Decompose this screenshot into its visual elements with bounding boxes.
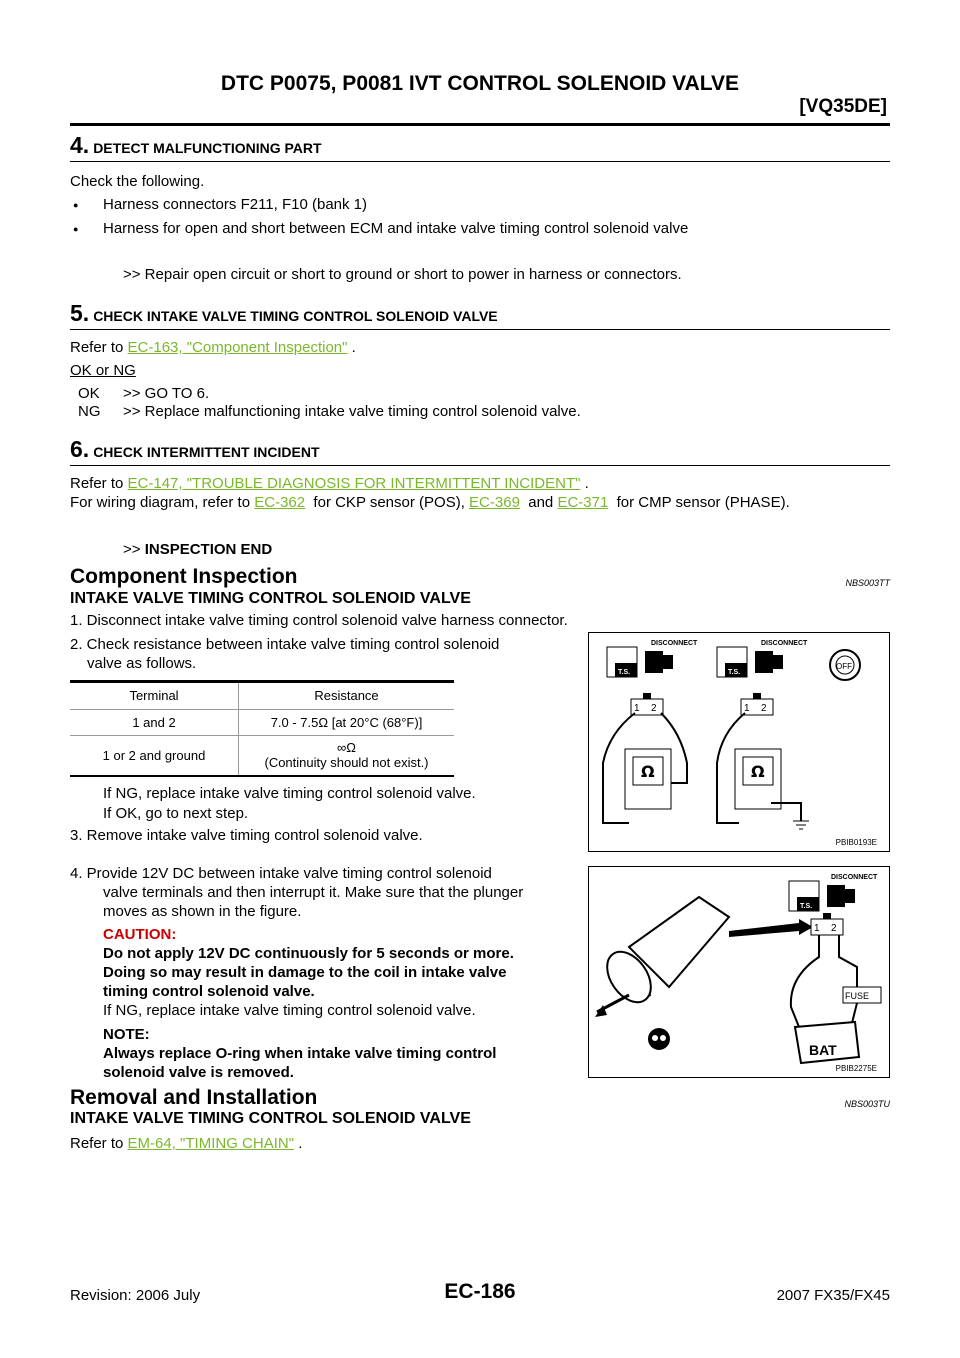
ng-replace-line: If NG, replace intake valve timing control solenoid valve. <box>103 785 476 802</box>
step-6-result-prefix: >> <box>123 541 145 558</box>
ec-369-link[interactable]: EC-369 <box>469 494 520 511</box>
removal-ref-code: NBS003TU <box>844 1099 890 1109</box>
ground-symbol <box>793 821 809 829</box>
battery-label: BAT <box>809 1042 837 1058</box>
ok-label: OK <box>78 385 100 402</box>
fuse <box>843 987 881 1003</box>
note-heading: NOTE: <box>103 1026 150 1043</box>
step-5-refer <box>70 338 356 357</box>
step-6-number: 6. <box>70 436 90 462</box>
step-4-rule <box>70 161 890 162</box>
caution-line-2: Doing so may result in damage to the coil in intake valve <box>103 964 507 981</box>
ts-label: T.S. <box>618 669 631 676</box>
step-6-refer <box>70 474 589 493</box>
eye-icon <box>648 1028 670 1050</box>
step-6-heading <box>70 436 320 463</box>
figure-1-code: PBIB0193E <box>835 838 877 847</box>
ok-result: >> GO TO 6. <box>123 385 210 402</box>
step-4-number: 4. <box>70 132 90 158</box>
pin-1-label: 1 <box>744 703 750 714</box>
pin-2-label: 2 <box>651 703 657 714</box>
figure-plunger-check <box>588 866 890 1078</box>
component-inspection-subheading: INTAKE VALVE TIMING CONTROL SOLENOID VALVE <box>70 590 471 607</box>
ignition-off-icon <box>830 650 860 680</box>
ec-362-link[interactable]: EC-362 <box>254 494 306 511</box>
connector-icon <box>827 874 878 907</box>
timing-chain-link[interactable]: EM-64, "TIMING CHAIN" <box>127 1135 295 1152</box>
step-4-heading <box>70 132 322 159</box>
pin-2-label: 2 <box>761 703 767 714</box>
vehicle-model: 2007 FX35/FX45 <box>776 1287 890 1304</box>
disconnect-label: DISCONNECT <box>831 874 878 881</box>
inspection-end: INSPECTION END <box>144 541 273 558</box>
removal-refer-suffix: . <box>294 1135 303 1152</box>
component-inspection-link[interactable]: EC-163, "Component Inspection" <box>127 339 348 356</box>
engine-code: [VQ35DE] <box>799 96 887 117</box>
ec-371-link[interactable]: EC-371 <box>557 494 609 511</box>
caution-ng-line: If NG, replace intake valve timing control solenoid valve. <box>103 1002 476 1019</box>
wiring-diagram-line <box>70 493 790 512</box>
disconnect-label: DISCONNECT <box>761 640 808 647</box>
wiring-mid-2: and <box>519 494 558 511</box>
figure-2-code: PBIB2275E <box>835 1064 877 1073</box>
note-line-1: Always replace O-ring when intake valve timing control <box>103 1045 497 1062</box>
table-header-terminal: Terminal <box>70 683 239 709</box>
wiring-prefix: For wiring diagram, refer to <box>70 494 255 511</box>
ng-label: NG <box>78 403 101 420</box>
ok-or-ng-label: OK or NG <box>70 362 136 379</box>
connector-icon <box>755 640 808 673</box>
wiring-mid-1: for CKP sensor (POS), <box>305 494 470 511</box>
step-5-number: 5. <box>70 300 90 326</box>
table-header-resistance: Resistance <box>314 688 379 704</box>
ohm-symbol: Ω <box>751 762 765 781</box>
pin-2-label: 2 <box>831 923 837 934</box>
resistance-table <box>70 680 454 777</box>
step-5-heading <box>70 300 498 327</box>
ts-label: T.S. <box>800 903 813 910</box>
step-5-title: CHECK INTAKE VALVE TIMING CONTROL SOLENOID VALVE <box>93 308 498 324</box>
inspection-item-4b: valve terminals and then interrupt it. Make sure that the plunger <box>103 884 524 901</box>
table-cell-terminal: 1 and 2 <box>70 709 239 735</box>
resistance-check-diagram <box>589 633 889 851</box>
inspection-item-1: 1. Disconnect intake valve timing control solenoid valve harness connector. <box>70 612 568 629</box>
ts-icon <box>717 647 747 677</box>
note-line-2: solenoid valve is removed. <box>103 1064 294 1081</box>
removal-subheading: INTAKE VALVE TIMING CONTROL SOLENOID VALVE <box>70 1110 471 1127</box>
pin-1-label: 1 <box>634 703 640 714</box>
step-6-rule <box>70 465 890 466</box>
caution-heading: CAUTION: <box>103 926 177 943</box>
solenoid-valve <box>598 897 729 1010</box>
step-5-refer-prefix: Refer to <box>70 339 128 356</box>
removal-refer <box>70 1134 302 1153</box>
page-number: EC-186 <box>444 1280 516 1303</box>
connector-1-2 <box>741 693 773 715</box>
ts-icon <box>789 881 819 911</box>
inspection-item-4c: moves as shown in the figure. <box>103 903 302 920</box>
revision-date: Revision: 2006 July <box>70 1287 201 1304</box>
ng-result: >> Replace malfunctioning intake valve timing control solenoid valve. <box>123 403 581 420</box>
inspection-item-2a: 2. Check resistance between intake valve timing control solenoid <box>70 636 500 653</box>
connector-icon <box>645 640 698 673</box>
connector-1-2 <box>811 913 843 935</box>
table-cell-terminal: 1 or 2 and ground <box>70 735 239 775</box>
page-title: DTC P0075, P0081 IVT CONTROL SOLENOID VALVE <box>220 72 740 95</box>
step-5-refer-suffix: . <box>347 339 356 356</box>
removal-refer-prefix: Refer to <box>70 1135 128 1152</box>
battery <box>795 1022 859 1063</box>
caution-line-3: timing control solenoid valve. <box>103 983 315 1000</box>
step-6-title: CHECK INTERMITTENT INCIDENT <box>93 444 320 460</box>
step-5-rule <box>70 329 890 330</box>
component-inspection-heading: Component Inspection <box>70 565 298 588</box>
step-4-intro: Check the following. <box>70 173 205 190</box>
table-cell-continuity-note: (Continuity should not exist.) <box>264 755 429 771</box>
header-rule <box>70 123 890 126</box>
caution-line-1: Do not apply 12V DC continuously for 5 seconds or more. <box>103 945 514 962</box>
intermittent-incident-link[interactable]: EC-147, "TROUBLE DIAGNOSIS FOR INTERMITTENT INCIDENT" <box>127 475 581 492</box>
wiring-suffix: for CMP sensor (PHASE). <box>608 494 790 511</box>
step-4-bullet-2: ● Harness for open and short between ECM and intake valve timing control solenoid valve <box>103 220 688 237</box>
step-6-refer-suffix: . <box>580 475 589 492</box>
step-6-result <box>123 540 272 559</box>
ok-next-line: If OK, go to next step. <box>103 805 249 822</box>
plunger-check-diagram <box>589 867 889 1077</box>
connector-1-2 <box>631 693 663 715</box>
off-label: OFF <box>836 662 852 671</box>
figure-resistance-check <box>588 632 890 852</box>
pin-1-label: 1 <box>814 923 820 934</box>
table-cell-resistance <box>239 735 455 775</box>
fuse-label: FUSE <box>845 991 870 1001</box>
inspection-item-2b: valve as follows. <box>87 655 197 672</box>
inspection-item-3: 3. Remove intake valve timing control solenoid valve. <box>70 827 423 844</box>
step-4-bullet-1: ● Harness connectors F211, F10 (bank 1) <box>103 196 367 213</box>
disconnect-label: DISCONNECT <box>651 640 698 647</box>
step-6-refer-prefix: Refer to <box>70 475 128 492</box>
removal-heading: Removal and Installation <box>70 1086 318 1109</box>
table-cell-resistance: 7.0 - 7.5Ω [at 20°C (68°F)] <box>270 714 423 730</box>
inspection-item-4a: 4. Provide 12V DC between intake valve timing control solenoid <box>70 865 492 882</box>
step-4-title: DETECT MALFUNCTIONING PART <box>93 140 322 156</box>
step-4-result: >> Repair open circuit or short to ground or short to power in harness or connectors. <box>123 266 682 283</box>
ts-icon <box>607 647 637 677</box>
table-cell-infinity: ∞Ω <box>337 740 356 756</box>
ts-label: T.S. <box>728 669 741 676</box>
ohm-symbol: Ω <box>641 762 655 781</box>
component-inspection-ref-code: NBS003TT <box>845 578 890 588</box>
